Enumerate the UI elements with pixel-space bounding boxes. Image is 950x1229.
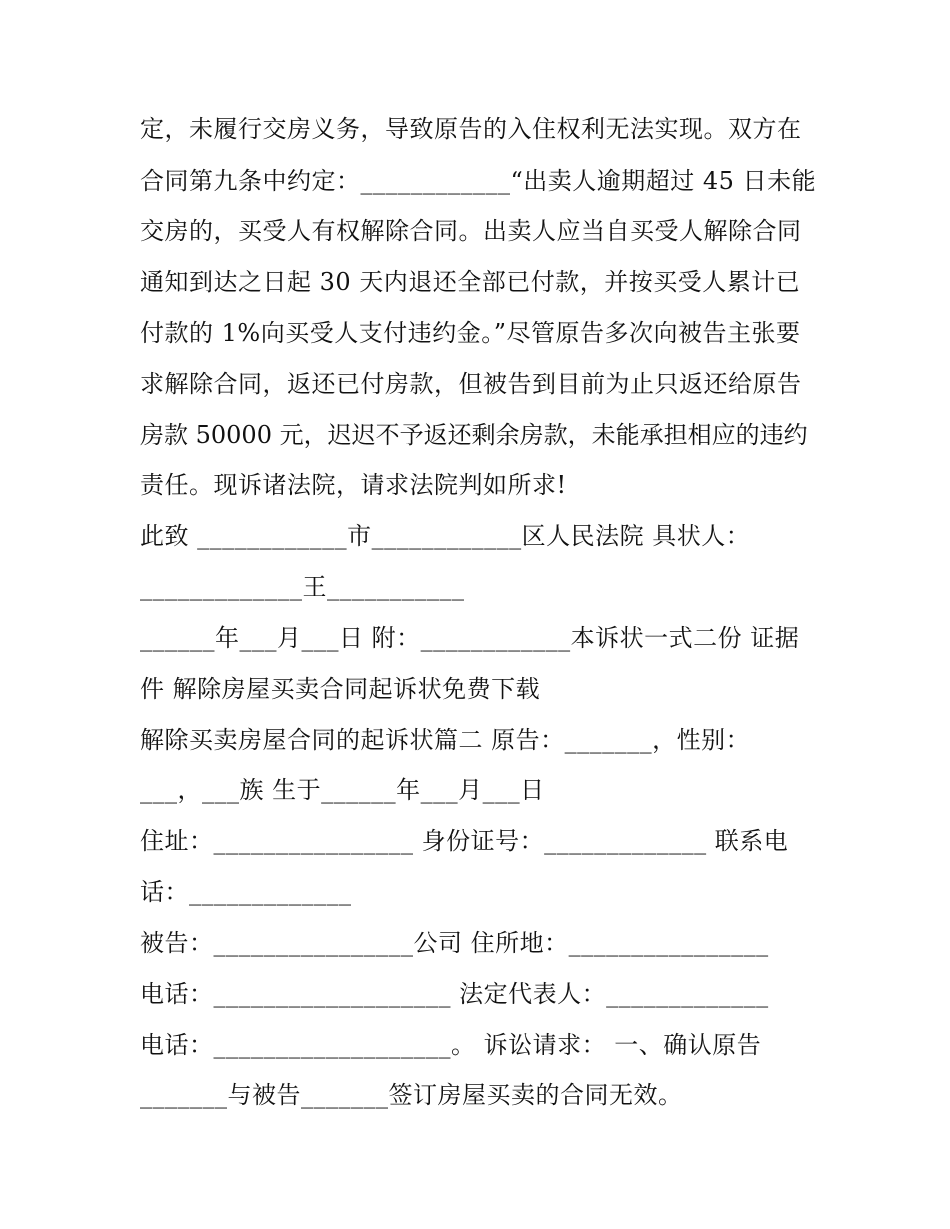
text-line: ______年___月___日 附：____________本诉状一式二份 证据 [140, 624, 800, 652]
text-line: 交房的，买受人有权解除合同。出卖人应当自买受人解除合同 [140, 217, 802, 245]
text-line: _______与被告_______签订房屋买卖的合同无效。 [140, 1081, 683, 1109]
text-line: 被告：________________公司 住所地：________________ [140, 929, 769, 957]
text-line: 合同第九条中约定：____________“出卖人逾期超过 45 日未能 [140, 167, 817, 195]
text-line: 此致 ____________市____________区人民法院 具状人： [140, 522, 751, 550]
text-line: 责任。现诉诸法院，请求法院判如所求! [140, 471, 567, 499]
text-line: 通知到达之日起 30 天内退还全部已付款，并按买受人累计已 [140, 268, 801, 296]
text-line: 件 解除房屋买卖合同起诉状免费下载 [140, 675, 541, 703]
text-line: _____________王___________ [140, 573, 465, 601]
text-line: 电话：___________________。 诉讼请求： 一、确认原告 [140, 1031, 762, 1059]
text-line: 定，未履行交房义务，导致原告的入住权利无法实现。双方在 [140, 115, 802, 143]
text-line: 电话：___________________ 法定代表人：_____________ [140, 980, 769, 1008]
text-line: ___，___族 生于______年___月___日 [140, 776, 545, 804]
text-line: 住址：________________ 身份证号：_____________ 联系电 [140, 827, 789, 855]
text-line: 话：_____________ [140, 878, 352, 906]
text-line: 解除买卖房屋合同的起诉状篇二 原告：_______，性别： [140, 726, 751, 754]
text-line: 房款 50000 元，迟迟不予返还剩余房款，未能承担相应的违约 [140, 421, 808, 449]
text-line: 求解除合同，返还已付房款，但被告到目前为止只返还给原告 [140, 370, 802, 398]
text-line: 付款的 1%向买受人支付违约金。”尽管原告多次向被告主张要 [140, 319, 801, 347]
